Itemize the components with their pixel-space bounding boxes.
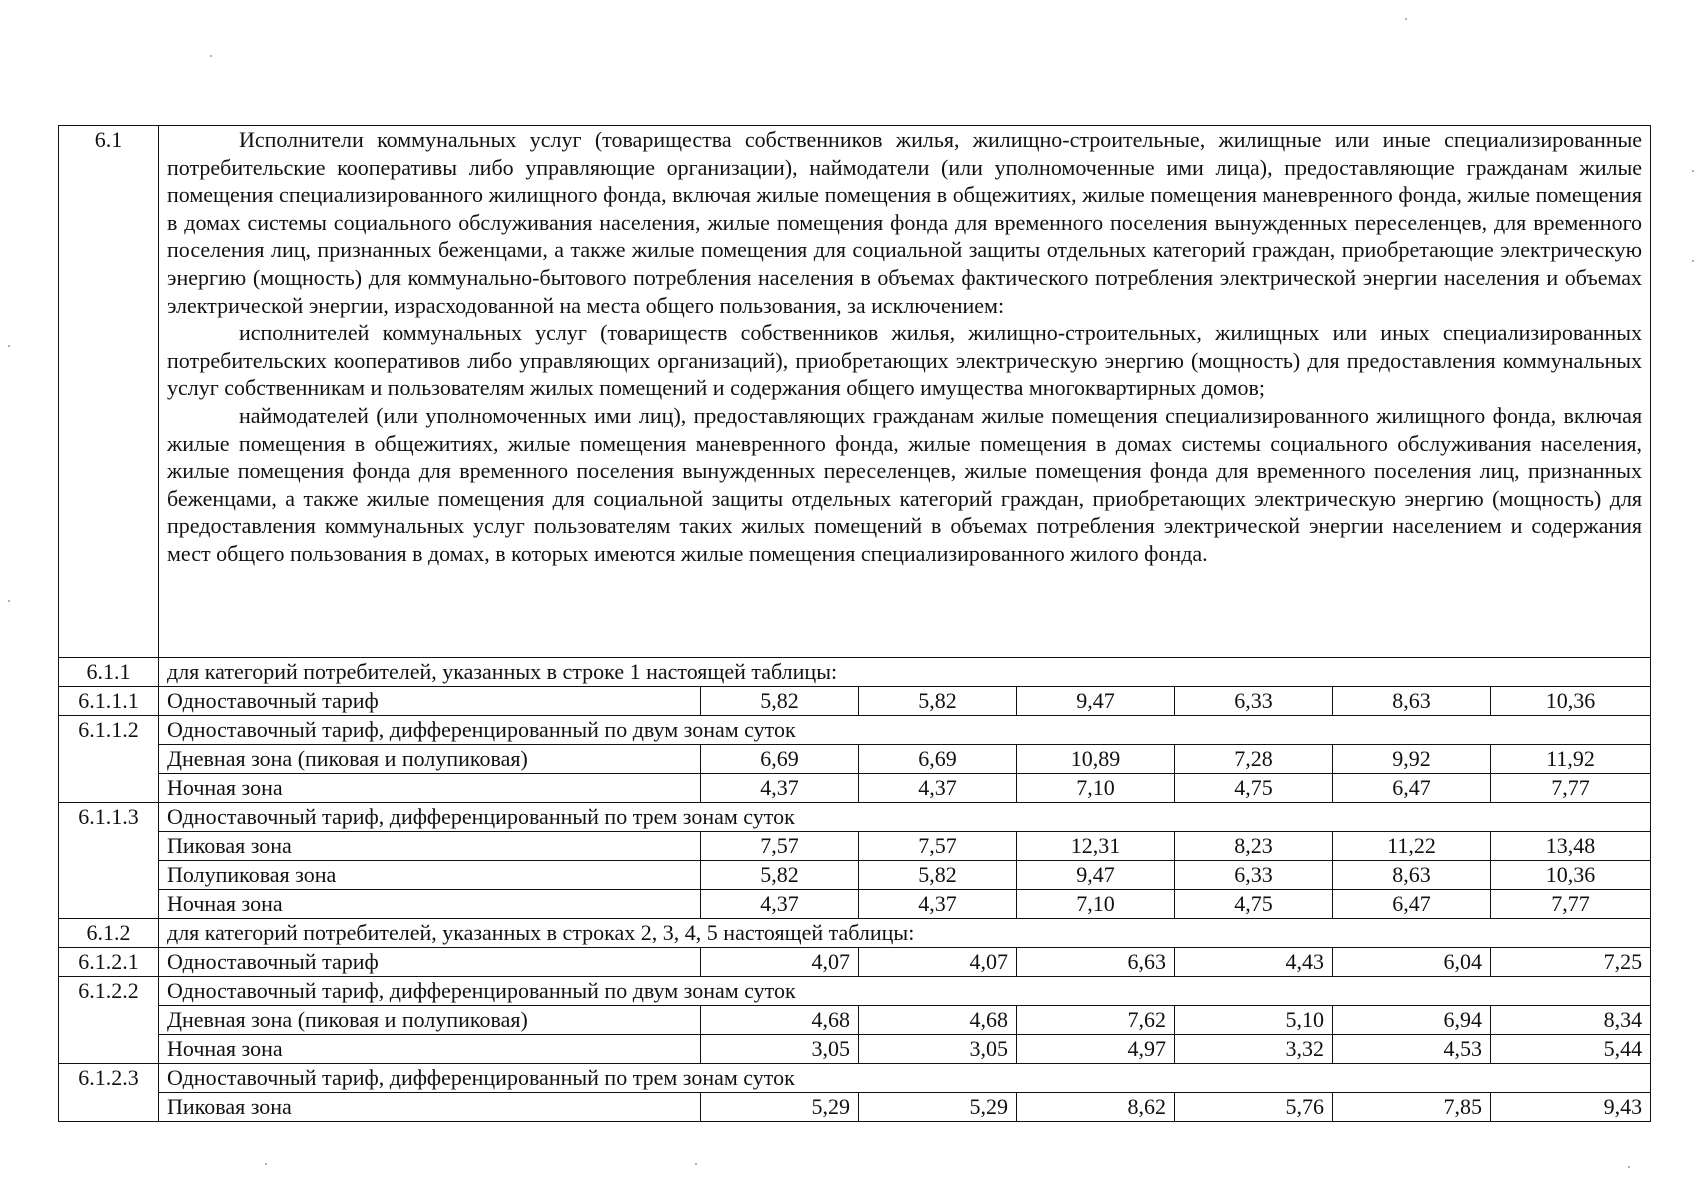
- tariff-value: 4,53: [1333, 1035, 1491, 1064]
- zone-label: Пиковая зона: [159, 832, 701, 861]
- tariff-value: 8,63: [1333, 861, 1491, 890]
- row-label: Одноставочный тариф, дифференцированный по трем зонам суток: [159, 1064, 1651, 1093]
- tariff-value: 4,07: [859, 948, 1017, 977]
- zone-row: [59, 1035, 1651, 1064]
- tariff-value: 4,75: [1175, 774, 1333, 803]
- tariff-value: 5,44: [1491, 1035, 1651, 1064]
- zone-row: [59, 774, 1651, 803]
- row-label: Одноставочный тариф: [159, 948, 701, 977]
- tariff-value: 7,28: [1175, 745, 1333, 774]
- tariff-value: 4,43: [1175, 948, 1333, 977]
- tariff-value: 4,37: [701, 890, 859, 919]
- table-row-6-1-1-1: [59, 687, 1651, 716]
- tariff-value: 5,10: [1175, 1006, 1333, 1035]
- tariff-value: 8,23: [1175, 832, 1333, 861]
- tariff-value: 3,05: [701, 1035, 859, 1064]
- description-paragraph: исполнителей коммунальных услуг (товариществ собственников жилья, жилищно-строительных, жилищных или иных специализированных потребительских кооперативов либо управляющих организаций), приобретающих электрическую энергию (мощность) для предоставления коммунальных услуг собственникам и пользователям жилых помещений и содержания общего имущества многоквартирных домов;: [167, 320, 1643, 401]
- row-code: 6.1.2.2: [59, 977, 159, 1006]
- row-code-spacer: [59, 890, 159, 919]
- table-row-6-1-2-2: [59, 977, 1651, 1006]
- tariff-value: 6,47: [1333, 890, 1491, 919]
- tariff-value: 8,34: [1491, 1006, 1651, 1035]
- tariff-value: 7,85: [1333, 1093, 1491, 1122]
- tariff-value: 11,22: [1333, 832, 1491, 861]
- zone-row: [59, 1093, 1651, 1122]
- row-code: 6.1.2.1: [59, 948, 159, 977]
- scan-speck: [265, 1163, 267, 1165]
- tariff-value: 9,47: [1017, 687, 1175, 716]
- tariff-value: 11,92: [1491, 745, 1651, 774]
- tariff-value: 4,97: [1017, 1035, 1175, 1064]
- row-code: 6.1.1.3: [59, 803, 159, 832]
- scan-speck: [8, 600, 10, 602]
- row-code-spacer: [59, 1006, 159, 1035]
- table-row-6-1-1-3: [59, 803, 1651, 832]
- row-code-spacer: [59, 745, 159, 774]
- zone-row: [59, 861, 1651, 890]
- zone-row: [59, 1006, 1651, 1035]
- tariff-value: 3,05: [859, 1035, 1017, 1064]
- tariff-value: 7,10: [1017, 890, 1175, 919]
- row-code: 6.1.1.1: [59, 687, 159, 716]
- row-code-spacer: [59, 861, 159, 890]
- tariff-value: 7,25: [1491, 948, 1651, 977]
- zone-row: [59, 745, 1651, 774]
- row-code-spacer: [59, 832, 159, 861]
- tariff-value: 7,57: [701, 832, 859, 861]
- scan-speck: [1692, 260, 1694, 262]
- description-paragraph: Исполнители коммунальных услуг (товарищества собственников жилья, жилищно-строительные, жилищные или иные специализированные потребительские кооперативы либо управляющие организации), наймодатели (или уполномоченные ими лица), предоставляющие гражданам жилые помещения специализированного жилищного фонда, включая жилые помещения в общежитиях, жилые помещения маневренного фонда, жилые помещения в домах системы социального обслуживания населения, жилые помещения фонда для временного поселения вынужденных переселенцев, для временного поселения лиц, признанных беженцами, а также жилые помещения для социальной защиты отдельных категорий граждан, приобретающие электрическую энергию (мощность) для коммунально-бытового потребления населения в объемах фактического потребления электрической энергии населения и объемах электрической энергии, израсходованной на места общего пользования, за исключением:: [167, 127, 1643, 318]
- tariff-value: 4,07: [701, 948, 859, 977]
- tariff-value: 6,63: [1017, 948, 1175, 977]
- tariff-value: 6,69: [701, 745, 859, 774]
- tariff-value: 6,69: [859, 745, 1017, 774]
- zone-label: Ночная зона: [159, 1035, 701, 1064]
- description-paragraph: наймодателей (или уполномоченных ими лиц), предоставляющих гражданам жилые помещения специализированного жилищного фонда, включая жилые помещения в общежитиях, жилые помещения маневренного фонда, жилые помещения в домах системы социального обслуживания населения, жилые помещения фонда для временного поселения вынужденных переселенцев, жилые помещения фонда для временного поселения лиц, признанных беженцами, а также жилые помещения для социальной защиты отдельных категорий граждан, приобретающих электрическую энергию (мощность) для предоставления коммунальных услуг пользователям таких жилых помещений в объемах потребления электрической энергии населением и содержания мест общего пользования в домах, в которых имеются жилые помещения специализированного жилого фонда.: [167, 402, 1643, 566]
- zone-label: Пиковая зона: [159, 1093, 701, 1122]
- tariff-value: 10,36: [1491, 861, 1651, 890]
- tariff-value: 5,82: [701, 687, 859, 716]
- table-row-6-1: [59, 126, 1651, 658]
- row-code: 6.1.2.3: [59, 1064, 159, 1093]
- row-label: для категорий потребителей, указанных в строке 1 настоящей таблицы:: [159, 658, 1651, 687]
- tariff-value: 6,33: [1175, 861, 1333, 890]
- row-label: Одноставочный тариф: [159, 687, 701, 716]
- tariff-value: 4,75: [1175, 890, 1333, 919]
- tariff-value: 5,29: [859, 1093, 1017, 1122]
- tariff-value: 6,47: [1333, 774, 1491, 803]
- tariff-value: 8,63: [1333, 687, 1491, 716]
- table-row-6-1-2: [59, 919, 1651, 948]
- tariff-value: 7,57: [859, 832, 1017, 861]
- tariff-table: [58, 125, 1651, 1122]
- tariff-value: 9,43: [1491, 1093, 1651, 1122]
- row-code-spacer: [59, 1035, 159, 1064]
- scan-speck: [8, 345, 10, 347]
- zone-label: Ночная зона: [159, 890, 701, 919]
- zone-label: Дневная зона (пиковая и полупиковая): [159, 745, 701, 774]
- row-code-spacer: [59, 774, 159, 803]
- zone-label: Полупиковая зона: [159, 861, 701, 890]
- row-label: Одноставочный тариф, дифференцированный по двум зонам суток: [159, 977, 1651, 1006]
- tariff-value: 7,77: [1491, 890, 1651, 919]
- row-6-1-description: [159, 126, 1651, 658]
- zone-row: [59, 890, 1651, 919]
- zone-row: [59, 832, 1651, 861]
- row-label: Одноставочный тариф, дифференцированный по двум зонам суток: [159, 716, 1651, 745]
- tariff-value: 10,36: [1491, 687, 1651, 716]
- row-label: Одноставочный тариф, дифференцированный по трем зонам суток: [159, 803, 1651, 832]
- row-code: 6.1.2: [59, 919, 159, 948]
- table-row-6-1-1: [59, 658, 1651, 687]
- tariff-value: 5,82: [701, 861, 859, 890]
- row-label: для категорий потребителей, указанных в строках 2, 3, 4, 5 настоящей таблицы:: [159, 919, 1651, 948]
- tariff-value: 5,82: [859, 861, 1017, 890]
- tariff-value: 4,37: [859, 774, 1017, 803]
- tariff-value: 7,77: [1491, 774, 1651, 803]
- tariff-value: 5,29: [701, 1093, 859, 1122]
- zone-label: Дневная зона (пиковая и полупиковая): [159, 1006, 701, 1035]
- tariff-value: 6,94: [1333, 1006, 1491, 1035]
- tariff-value: 7,62: [1017, 1006, 1175, 1035]
- tariff-value: 12,31: [1017, 832, 1175, 861]
- tariff-value: 9,92: [1333, 745, 1491, 774]
- scan-speck: [1692, 170, 1694, 172]
- row-code: 6.1.1: [59, 658, 159, 687]
- tariff-value: 6,33: [1175, 687, 1333, 716]
- tariff-value: 5,76: [1175, 1093, 1333, 1122]
- tariff-value: 4,68: [701, 1006, 859, 1035]
- row-code: 6.1: [59, 126, 159, 658]
- scan-speck: [1405, 18, 1407, 20]
- tariff-value: 4,68: [859, 1006, 1017, 1035]
- tariff-value: 10,89: [1017, 745, 1175, 774]
- table-row-6-1-2-3: [59, 1064, 1651, 1093]
- tariff-value: 3,32: [1175, 1035, 1333, 1064]
- row-code: 6.1.1.2: [59, 716, 159, 745]
- tariff-value: 5,82: [859, 687, 1017, 716]
- table-row-6-1-2-1: [59, 948, 1651, 977]
- tariff-value: 7,10: [1017, 774, 1175, 803]
- tariff-value: 6,04: [1333, 948, 1491, 977]
- row-code-spacer: [59, 1093, 159, 1122]
- scan-speck: [695, 1163, 697, 1165]
- scan-speck: [1628, 1166, 1630, 1168]
- tariff-value: 9,47: [1017, 861, 1175, 890]
- tariff-value: 4,37: [859, 890, 1017, 919]
- table-row-6-1-1-2: [59, 716, 1651, 745]
- tariff-value: 8,62: [1017, 1093, 1175, 1122]
- scan-speck: [210, 55, 212, 57]
- zone-label: Ночная зона: [159, 774, 701, 803]
- tariff-value: 4,37: [701, 774, 859, 803]
- tariff-value: 13,48: [1491, 832, 1651, 861]
